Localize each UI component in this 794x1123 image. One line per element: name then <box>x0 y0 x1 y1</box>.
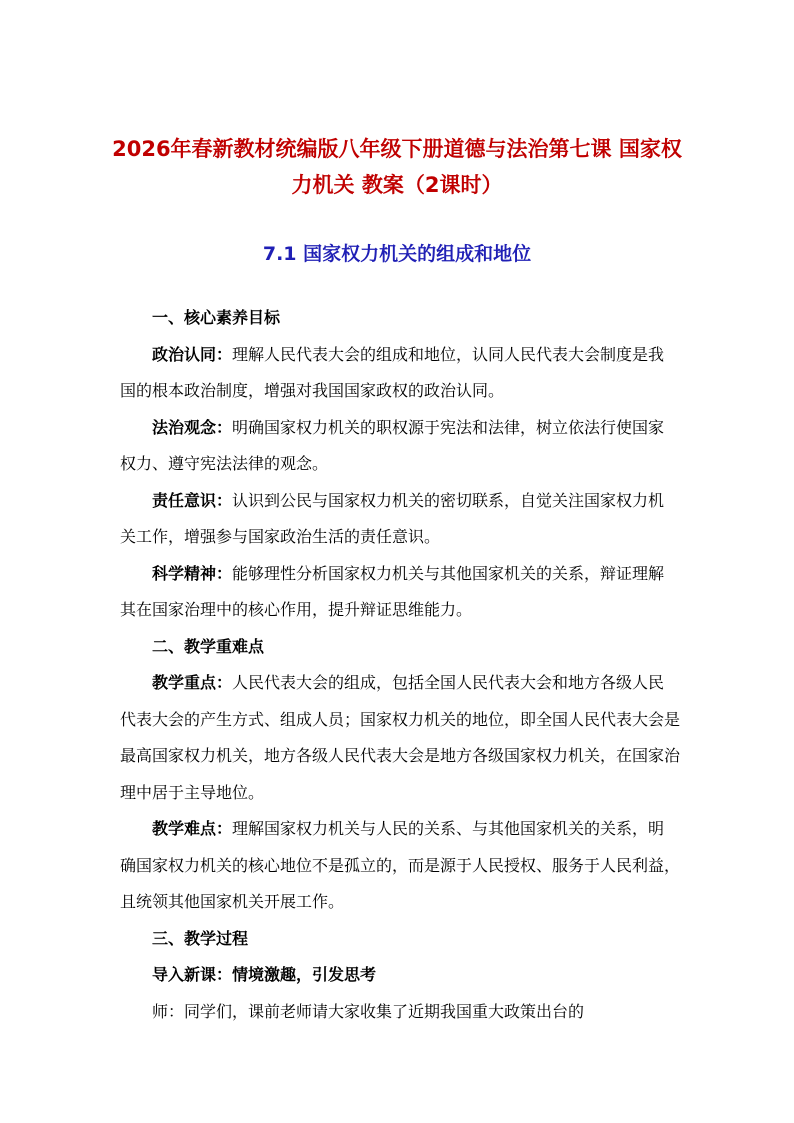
paragraph-difficult-points <box>120 811 680 921</box>
label-difficult-points: 教学难点： <box>152 819 233 838</box>
heading-introduction: 导入新课：情境激趣，引发思考 <box>152 965 377 984</box>
paragraph-responsibility <box>120 483 680 556</box>
text-difficult-points: 理解国家权力机关与人民的关系、与其他国家机关的关系，明确国家权力机关的核心地位不是孤立的，而是源于人民授权、服务于人民利益，且统领其他国家机关开展工作。 <box>120 819 681 911</box>
document-title: 2026年春新教材统编版八年级下册道德与法治第七课 国家权力机关 教案（2课时） <box>112 137 682 197</box>
text-responsibility: 认识到公民与国家权力机关的密切联系，自觉关注国家权力机关工作，增强参与国家政治生活的责任意识。 <box>120 490 665 546</box>
text-rule-of-law: 明确国家权力机关的职权源于宪法和法律，树立依法行使国家权力、遵守宪法法律的观念。 <box>120 417 665 473</box>
heading-core-literacy: 一、核心素养目标 <box>152 308 281 327</box>
section-subtitle: 7.1 国家权力机关的组成和地位 <box>262 243 532 265</box>
label-responsibility: 责任意识： <box>152 490 233 510</box>
label-political-identity: 政治认同： <box>152 344 233 364</box>
document-body <box>120 300 680 1030</box>
label-scientific-spirit: 科学精神： <box>152 563 233 583</box>
label-rule-of-law: 法治观念： <box>152 417 233 437</box>
paragraph-key-points <box>120 665 680 811</box>
heading-key-difficult-points: 二、教学重难点 <box>152 636 265 656</box>
paragraph-political-identity <box>120 337 680 410</box>
text-political-identity: 理解人民代表大会的组成和地位，认同人民代表大会制度是我国的根本政治制度，增强对我国国家政权的政治认同。 <box>120 344 665 400</box>
label-key-points: 教学重点： <box>152 673 233 692</box>
heading-teaching-process: 三、教学过程 <box>152 928 249 948</box>
paragraph-rule-of-law <box>120 410 680 483</box>
paragraph-introduction: 师：同学们，课前老师请大家收集了近期我国重大政策出台的 <box>152 1001 585 1021</box>
paragraph-scientific-spirit <box>120 556 680 629</box>
text-scientific-spirit: 能够理性分析国家权力机关与其他国家机关的关系，辩证理解其在国家治理中的核心作用，提升辩证思维能力。 <box>120 563 665 619</box>
text-key-points: 人民代表大会的组成，包括全国人民代表大会和地方各级人民代表大会的产生方式、组成人员；国家权力机关的地位，即全国人民代表大会是最高国家权力机关，地方各级人民代表大会是地方各级国家权力机关，在国家治理中居于主导地位。 <box>120 673 681 802</box>
